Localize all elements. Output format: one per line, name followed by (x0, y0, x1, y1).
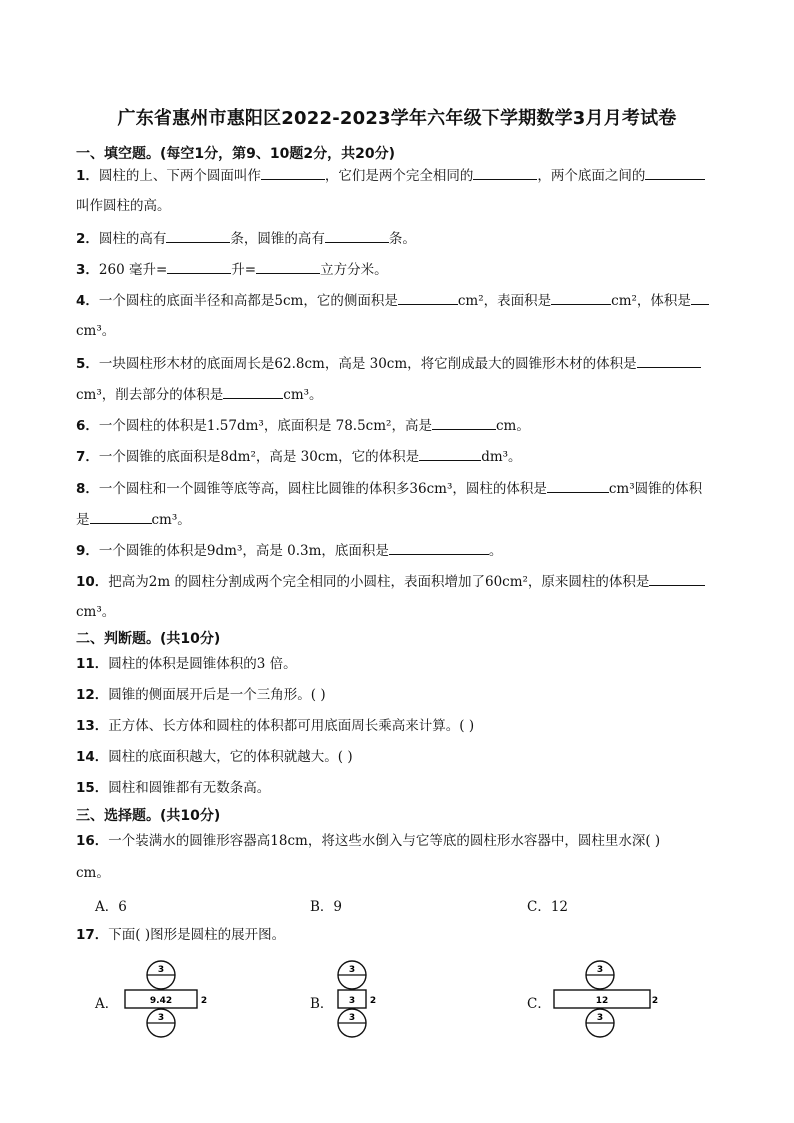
circle-label: 3 (157, 965, 165, 975)
circle-label: 3 (348, 965, 356, 975)
option-a[interactable]: A．6 (95, 899, 127, 915)
question-text: 一个圆柱的体积是1.57dm³，底面积是 78.5cm²，高是 (98, 418, 432, 434)
question-15 (76, 779, 756, 797)
circle-label: 3 (596, 1013, 604, 1023)
figure-a-label[interactable]: A． (95, 996, 119, 1012)
question-text: cm。 (76, 865, 110, 881)
section-fill-in: 一、填空题。(每空1分，第9、10题2分，共20分) (76, 146, 395, 162)
question-number: 7． (76, 449, 99, 465)
question-text: 。 (488, 543, 503, 559)
question-text: 一个圆锥的底面积是8dm²，高是 30cm，它的体积是 (98, 449, 420, 465)
question-13 (76, 717, 756, 735)
question-16 (76, 832, 756, 850)
question-10 (76, 572, 756, 591)
question-text: ，它们是两个完全相同的 (324, 168, 474, 184)
question-text: 圆柱的高有 (98, 231, 167, 247)
question-text: 立方分米。 (320, 262, 388, 278)
answer-blank[interactable] (432, 416, 496, 430)
question-number: 3． (76, 262, 99, 278)
question-text: 条。 (388, 231, 416, 247)
answer-blank[interactable] (261, 166, 325, 180)
answer-blank[interactable] (398, 291, 458, 305)
question-text: 圆柱和圆锥都有无数条高。 (108, 780, 271, 796)
question-6 (76, 416, 756, 435)
answer-blank[interactable] (256, 260, 320, 274)
question-text: cm²，表面积是 (457, 293, 552, 309)
question-text: 一个装满水的圆锥形容器高18cm，将这些水倒入与它等底的圆柱形水容器中，圆柱里水深( ) (108, 833, 661, 849)
question-text: 一个圆锥的体积是9dm³，高是 0.3m，底面积是 (98, 543, 389, 559)
question-text: 把高为2m 的圆柱分割成两个完全相同的小圆柱，表面积增加了60cm²，原来圆柱的体积是 (108, 574, 650, 590)
question-number: 16． (76, 833, 109, 849)
answer-blank[interactable] (419, 447, 481, 461)
question-number: 1． (76, 168, 99, 184)
question-4 (76, 291, 756, 310)
figure-b-label[interactable]: B． (310, 996, 334, 1012)
answer-blank[interactable] (325, 229, 389, 243)
question-number: 6． (76, 418, 99, 434)
answer-blank[interactable] (547, 479, 609, 493)
circle-label: 3 (157, 1013, 165, 1023)
answer-blank[interactable] (645, 166, 705, 180)
question-1-cont (76, 197, 756, 215)
answer-blank[interactable] (389, 541, 489, 555)
question-text: 一个圆柱和一个圆锥等底等高，圆柱比圆锥的体积多36cm³，圆柱的体积是 (98, 481, 547, 497)
question-number: 5． (76, 356, 99, 372)
answer-blank[interactable] (166, 229, 230, 243)
question-number: 4． (76, 293, 99, 309)
question-text: cm。 (495, 418, 530, 434)
side-label: 2 (200, 996, 208, 1006)
section-true-false: 二、判断题。(共10分) (76, 631, 221, 647)
answer-blank[interactable] (167, 260, 231, 274)
question-10-cont (76, 603, 756, 621)
question-text: cm²，体积是 (611, 293, 691, 309)
question-text: 圆柱的底面积越大，它的体积就越大。( ) (108, 749, 353, 765)
question-text: 一块圆柱形木材的底面周长是62.8cm，高是 30cm，将它削成最大的圆锥形木材的体积是 (98, 356, 637, 372)
question-12 (76, 686, 756, 704)
answer-blank[interactable] (473, 166, 537, 180)
answer-blank[interactable] (649, 572, 705, 586)
figure-a-net[interactable] (120, 960, 220, 1042)
figure-c-label[interactable]: C． (527, 996, 551, 1012)
question-2 (76, 229, 756, 248)
question-text: ，两个底面之间的 (537, 168, 646, 184)
question-8 (76, 479, 756, 498)
question-11 (76, 655, 756, 673)
question-1 (76, 166, 756, 185)
question-number: 2． (76, 231, 99, 247)
question-7 (76, 447, 756, 466)
answer-blank[interactable] (691, 291, 709, 305)
question-text: cm³。 (76, 604, 116, 620)
option-b[interactable]: B．9 (310, 899, 343, 915)
section-multiple-choice: 三、选择题。(共10分) (76, 808, 221, 824)
circle-label: 3 (348, 1013, 356, 1023)
question-16-cont (76, 864, 756, 882)
question-number: 13． (76, 718, 109, 734)
question-text: cm³圆锥的体积 (608, 481, 703, 497)
answer-blank[interactable] (90, 510, 152, 524)
question-number: 15． (76, 780, 109, 796)
question-3 (76, 260, 756, 279)
question-text: 260 毫升= (98, 262, 168, 278)
question-8-cont (76, 510, 756, 529)
question-text: cm³，削去部分的体积是 (76, 387, 224, 403)
answer-blank[interactable] (551, 291, 611, 305)
rect-label: 12 (595, 996, 609, 1006)
question-text: 圆锥的侧面展开后是一个三角形。( ) (108, 687, 326, 703)
circle-label: 3 (596, 965, 604, 975)
question-17 (76, 926, 756, 944)
figure-c-net[interactable] (550, 960, 660, 1042)
question-text: cm³。 (283, 387, 323, 403)
question-5-cont (76, 385, 756, 404)
question-text: 叫作圆柱的高。 (76, 198, 171, 214)
question-number: 10． (76, 574, 109, 590)
question-number: 9． (76, 543, 99, 559)
side-label: 2 (651, 996, 659, 1006)
question-text: 一个圆柱的底面半径和高都是5cm，它的侧面积是 (98, 293, 398, 309)
figure-b-net[interactable] (334, 960, 384, 1042)
rect-label: 9.42 (149, 996, 173, 1006)
question-number: 11． (76, 656, 109, 672)
answer-blank[interactable] (637, 354, 701, 368)
answer-blank[interactable] (223, 385, 283, 399)
question-text: dm³。 (481, 449, 522, 465)
question-number: 8． (76, 481, 99, 497)
question-9 (76, 541, 756, 560)
question-14 (76, 748, 756, 766)
question-text: 正方体、长方体和圆柱的体积都可用底面周长乘高来计算。( ) (108, 718, 475, 734)
rect-label: 3 (348, 996, 356, 1006)
question-text: 是 (76, 512, 90, 528)
question-5 (76, 354, 756, 373)
question-text: 条，圆锥的高有 (230, 231, 325, 247)
question-4-cont (76, 322, 756, 340)
question-number: 17． (76, 927, 109, 943)
question-number: 12． (76, 687, 109, 703)
option-c[interactable]: C．12 (527, 899, 569, 915)
question-text: 下面( )图形是圆柱的展开图。 (108, 927, 286, 943)
question-text: 圆柱的上、下两个圆面叫作 (98, 168, 261, 184)
question-text: cm³。 (76, 323, 116, 339)
page-title: 广东省惠州市惠阳区2022-2023学年六年级下学期数学3月月考试卷 (117, 108, 677, 129)
question-text: 升= (231, 262, 257, 278)
question-text: cm³。 (151, 512, 191, 528)
question-text: 圆柱的体积是圆锥体积的3 倍。 (108, 656, 297, 672)
question-number: 14． (76, 749, 109, 765)
side-label: 2 (369, 996, 377, 1006)
